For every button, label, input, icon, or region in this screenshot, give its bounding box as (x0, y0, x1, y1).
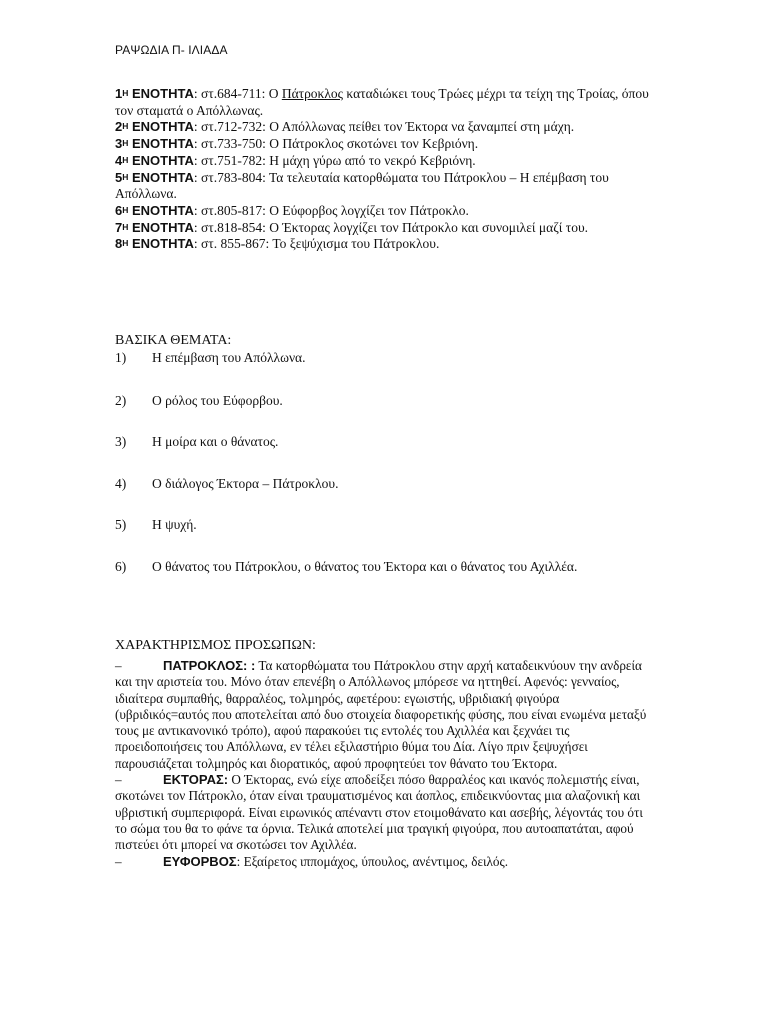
unit-item (115, 220, 655, 237)
unit-text: Ο Έκτορας λογχίζει τον Πάτροκλο και συνομιλεί μαζί του. (269, 219, 589, 235)
unit-heading: $4^H$ ΕΝΟΤΗΤΑ (115, 152, 194, 168)
topic-item: 5) Η ψυχή. (115, 517, 197, 532)
character-name: ΕΚΤΟΡΑΣ: (163, 772, 229, 788)
unit-item (115, 86, 655, 119)
character-name: ΕΥΦΟΡΒΟΣ (163, 853, 237, 869)
character-entry: – ΕΥΦΟΡΒΟΣ: Εξαίρετος ιππομάχος, ύπουλος, ανέντιμος, δειλός. (115, 853, 509, 869)
character-entry: – ΕΚΤΟΡΑΣ: Ο Έκτορας, ενώ είχε αποδείξει πόσο θαρραλέος και ικανός πολεμιστής είναι, σκοτώνει τον Πάτροκλο, όταν είναι τραυματισμένος και άοπλος, επιδεικνύοντας μια αλαζονική και υβριστική συμπεριφορά. Είναι ειρωνικός απέναντι στον ετοιμοθάνατο και ασεβής, λέγοντάς του ότι το σώμα του θα το φάνε τα όρνια. Τελικά αποτελεί μια τραγική φιγούρα, που αυτοαπατάται, αφού πιστεύει ότι μπορεί να σκοτώσει τον Αχιλλέα. (115, 772, 643, 853)
unit-heading: $7^H$ ΕΝΟΤΗΤΑ (115, 219, 194, 235)
unit-range: : στ.712-732: (193, 119, 270, 135)
unit-heading: $6^H$ ΕΝΟΤΗΤΑ (115, 202, 194, 218)
unit-item (115, 203, 655, 220)
unit-text: Η μάχη γύρω από το νεκρό Κεβριόνη. (269, 152, 476, 168)
unit-range: : στ.684-711: Ο (193, 86, 282, 101)
unit-item (115, 136, 655, 153)
characters-list (115, 658, 655, 870)
unit-range: : στ.751-782: (193, 152, 270, 168)
unit-range: : στ.805-817: (193, 202, 270, 218)
unit-underlined: Πάτροκλος (281, 86, 344, 101)
character-entry: – ΠΑΤΡΟΚΛΟΣ: : Τα κατορθώματα του Πάτροκλου στην αρχή καταδεικνύουν την ανδρεία και την αριστεία του. Μόνο όταν επενέβη ο Απόλλωνος μπόρεσε να ηττηθεί. Αφενός: γενναίος, ιδιαίτερα συμπαθής, θαρραλέος, τολμηρός, αφετέρου: εγωιστής, υβριδιακή φιγούρα (υβριδικός=αυτός που αποτελείται από δυο στοιχεία διαφορετικής φύσης, που είναι ενωμένα μεταξύ τους με αντικανονικό τρόπο), αφού παρακούει τις εντολές του Αχιλλέα και ξεχνάει τις προειδοποιήσεις του Απόλλωνα, εν τέλει εξιλαστήριο θύμα του Δία. Λίγο πριν ξεψυχήσει παρουσιάζεται τολμηρός και διορατικός, αφού προφητεύει τον θάνατο του Έκτορα. (115, 658, 647, 771)
character-name: ΠΑΤΡΟΚΛΟΣ: : (163, 658, 256, 673)
unit-heading: $2^H$ ΕΝΟΤΗΤΑ (115, 119, 194, 135)
unit-range: : στ.783-804: (193, 169, 269, 185)
unit-text: Τα τελευταία κατορθώματα του Πάτροκλου – Η επέμβαση του Απόλλωνα. (115, 169, 609, 202)
character-text: Τα κατορθώματα του Πάτροκλου στην αρχή καταδεικνύουν την ανδρεία και την αριστεία του. Μόνο όταν επενέβη ο Απόλλωνος μπόρεσε να ηττηθεί. Αφενός: γενναίος, ιδιαίτερα συμπαθής, θαρραλέος, τολμηρός, αφετέρου: εγωιστής, υβριδιακή φιγούρα (υβριδικός=αυτός που αποτελείται από δυο στοιχεία διαφορετικής φύσης, που είναι ενωμένα μεταξύ τους με αντικανονικό τρόπο), αφού παρακούει τις εντολές του Αχιλλέα και ξεχνάει τις προειδοποιήσεις του Απόλλωνα, εν τέλει εξιλαστήριο θύμα του Δία. Λίγο πριν ξεψυχήσει παρουσιάζεται τολμηρός και διορατικός, αφού προφητεύει τον θάνατο του Έκτορα. (115, 658, 647, 771)
unit-text: Ο Εύφορβος λογχίζει τον Πάτροκλο. (269, 202, 469, 218)
unit-item (115, 236, 655, 253)
unit-range: : στ.818-854: (193, 219, 270, 235)
unit-text: καταδιώκει τους Τρώες μέχρι τα τείχη της Τροίας, όπου τον σταματά ο Απόλλωνας. (115, 86, 649, 118)
topics-title: ΒΑΣΙΚΑ ΘΕΜΑΤΑ: (115, 333, 232, 348)
unit-range: : στ.733-750: (193, 136, 270, 152)
unit-heading: $5^H$ ΕΝΟΤΗΤΑ (115, 169, 194, 185)
units-list (115, 86, 655, 253)
document-header: ΡΑΨΩΔΙΑ Π- ΙΛΙΑΔΑ (115, 43, 228, 57)
characters-title: ΧΑΡΑΚΤΗΡΙΣΜΟΣ ΠΡΟΣΩΠΩΝ: (115, 638, 316, 653)
topic-item: 4) Ο διάλογος Έκτορα – Πάτροκλου. (115, 476, 339, 491)
unit-heading: $1^H$ ΕΝΟΤΗΤΑ (115, 86, 194, 101)
unit-text: Το ξεψύχισμα του Πάτροκλου. (272, 236, 440, 252)
unit-item (115, 170, 655, 203)
unit-item (115, 153, 655, 170)
topic-item: 2) Ο ρόλος του Εύφορβου. (115, 393, 283, 408)
unit-range: : στ. 855-867: (193, 236, 273, 252)
topic-item: 1) Η επέμβαση του Απόλλωνα. (115, 350, 306, 365)
unit-text: Ο Απόλλωνας πείθει τον Έκτορα να ξαναμπεί στη μάχη. (269, 119, 575, 135)
character-text: Ο Έκτορας, ενώ είχε αποδείξει πόσο θαρραλέος και ικανός πολεμιστής είναι, σκοτώνει τον Πάτροκλο, όταν είναι τραυματισμένος και άοπλος, επιδεικνύοντας μια αλαζονική και υβριστική συμπεριφορά. Είναι ειρωνικός απέναντι στον ετοιμοθάνατο και ασεβής, λέγοντάς του ότι το σώμα του θα το φάνε τα όρνια. Τελικά αποτελεί μια τραγική φιγούρα, που αυτοαπατάται, αφού πιστεύει ότι μπορεί να σκοτώσει τον Αχιλλέα. (115, 772, 643, 853)
unit-heading: $8^H$ ΕΝΟΤΗΤΑ (115, 236, 194, 252)
character-text: : Εξαίρετος ιππομάχος, ύπουλος, ανέντιμος, δειλός. (236, 853, 509, 869)
unit-text: Ο Πάτροκλος σκοτώνει τον Κεβριόνη. (269, 136, 479, 152)
topic-item: 3) Η μοίρα και ο θάνατος. (115, 434, 279, 449)
topic-item: 6) Ο θάνατος του Πάτροκλου, ο θάνατος του Έκτορα και ο θάνατος του Αχιλλέα. (115, 559, 578, 574)
unit-heading: $3^H$ ΕΝΟΤΗΤΑ (115, 136, 194, 152)
unit-item (115, 119, 655, 136)
